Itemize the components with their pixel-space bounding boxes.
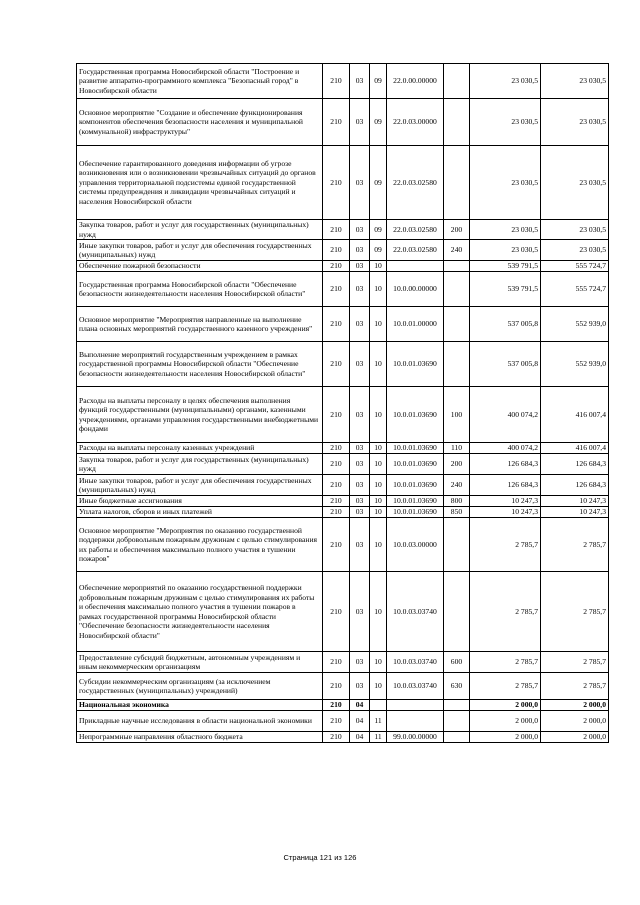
- row-subsection-code: 10: [370, 261, 387, 272]
- row-amount-year2: 2 785,7: [541, 673, 609, 700]
- row-ministry-code: 210: [323, 732, 350, 743]
- row-name: Расходы на выплаты персоналу казенных учреждений: [77, 443, 323, 454]
- row-subsection-code: 10: [370, 652, 387, 673]
- row-expense-type: [444, 146, 470, 220]
- row-ministry-code: 210: [323, 261, 350, 272]
- table-row: [77, 475, 609, 496]
- row-subsection-code: 09: [370, 240, 387, 261]
- table-row: [77, 240, 609, 261]
- table-row: [77, 673, 609, 700]
- row-amount-year1: 537 005,8: [470, 307, 541, 342]
- row-section-code: 03: [350, 518, 370, 572]
- row-amount-year2: 552 939,0: [541, 342, 609, 387]
- row-amount-year2: 2 000,0: [541, 711, 609, 732]
- row-target-article: [387, 261, 444, 272]
- row-ministry-code: 210: [323, 700, 350, 711]
- row-amount-year2: 552 939,0: [541, 307, 609, 342]
- table-row: [77, 261, 609, 272]
- row-expense-type: 110: [444, 443, 470, 454]
- row-section-code: 04: [350, 732, 370, 743]
- row-name: Предоставление субсидий бюджетным, автономным учреждениям и иным некоммерческим организациям: [77, 652, 323, 673]
- row-ministry-code: 210: [323, 307, 350, 342]
- row-amount-year1: 23 030,5: [470, 99, 541, 146]
- row-amount-year2: 416 007,4: [541, 387, 609, 443]
- row-subsection-code: 10: [370, 496, 387, 507]
- row-amount-year2: 555 724,7: [541, 261, 609, 272]
- row-ministry-code: 210: [323, 652, 350, 673]
- table-row: [77, 652, 609, 673]
- row-target-article: 10.0.01.03690: [387, 475, 444, 496]
- row-section-code: 03: [350, 240, 370, 261]
- row-target-article: 10.0.03.03740: [387, 572, 444, 652]
- row-expense-type: [444, 572, 470, 652]
- row-amount-year1: 10 247,3: [470, 507, 541, 518]
- row-target-article: [387, 711, 444, 732]
- row-name: Непрограммные направления областного бюджета: [77, 732, 323, 743]
- row-subsection-code: 10: [370, 443, 387, 454]
- row-amount-year1: 126 684,3: [470, 454, 541, 475]
- row-target-article: 22.0.03.02580: [387, 220, 444, 240]
- row-expense-type: [444, 307, 470, 342]
- budget-table: [76, 63, 609, 743]
- row-name: Расходы на выплаты персоналу в целях обеспечения выполнения функций государственными (муниципальными) органами, казенными учреждениями, органами управления государственными внебюджетными фондами: [77, 387, 323, 443]
- row-subsection-code: 10: [370, 387, 387, 443]
- row-name: Закупка товаров, работ и услуг для государственных (муниципальных) нужд: [77, 220, 323, 240]
- table-row: [77, 272, 609, 307]
- row-section-code: 04: [350, 711, 370, 732]
- row-expense-type: 850: [444, 507, 470, 518]
- row-ministry-code: 210: [323, 146, 350, 220]
- row-name: Иные закупки товаров, работ и услуг для обеспечения государственных (муниципальных) нужд: [77, 475, 323, 496]
- row-section-code: 03: [350, 673, 370, 700]
- row-amount-year1: 2 000,0: [470, 700, 541, 711]
- row-ministry-code: 210: [323, 496, 350, 507]
- row-section-code: 03: [350, 220, 370, 240]
- row-name: Субсидии некоммерческим организациям (за исключением государственных (муниципальных) учреждений): [77, 673, 323, 700]
- table-row: [77, 64, 609, 99]
- row-expense-type: [444, 711, 470, 732]
- row-amount-year1: 126 684,3: [470, 475, 541, 496]
- row-expense-type: [444, 99, 470, 146]
- table-row: [77, 711, 609, 732]
- row-amount-year2: 23 030,5: [541, 240, 609, 261]
- table-row: [77, 443, 609, 454]
- row-subsection-code: 10: [370, 475, 387, 496]
- row-expense-type: 630: [444, 673, 470, 700]
- row-amount-year2: 126 684,3: [541, 454, 609, 475]
- row-amount-year2: 2 000,0: [541, 732, 609, 743]
- row-section-code: 03: [350, 146, 370, 220]
- row-section-code: 03: [350, 652, 370, 673]
- row-target-article: 10.0.01.03690: [387, 387, 444, 443]
- row-name: Национальная экономика: [77, 700, 323, 711]
- row-amount-year2: 555 724,7: [541, 272, 609, 307]
- row-target-article: 10.0.01.03690: [387, 443, 444, 454]
- row-name: Обеспечение мероприятий по оказанию государственной поддержки добровольным пожарным дружинам с целью стимулирования их работы и обеспечения максимально полного участия в тушении пожаров в рамках государственной программы Новосибирской области "Обеспечение безопасности жизнедеятельности населения Новосибирской области": [77, 572, 323, 652]
- row-amount-year1: 10 247,3: [470, 496, 541, 507]
- row-amount-year2: 2 000,0: [541, 700, 609, 711]
- row-target-article: 10.0.01.03690: [387, 496, 444, 507]
- row-section-code: 03: [350, 99, 370, 146]
- row-target-article: 10.0.03.03740: [387, 652, 444, 673]
- row-amount-year1: 2 000,0: [470, 711, 541, 732]
- row-name: Уплата налогов, сборов и иных платежей: [77, 507, 323, 518]
- row-expense-type: 240: [444, 240, 470, 261]
- row-subsection-code: 10: [370, 673, 387, 700]
- row-ministry-code: 210: [323, 240, 350, 261]
- row-amount-year1: 23 030,5: [470, 64, 541, 99]
- row-target-article: 10.0.01.03690: [387, 342, 444, 387]
- table-row: [77, 146, 609, 220]
- table-row: [77, 99, 609, 146]
- row-expense-type: [444, 342, 470, 387]
- row-expense-type: [444, 732, 470, 743]
- row-amount-year2: 23 030,5: [541, 146, 609, 220]
- row-amount-year2: 2 785,7: [541, 518, 609, 572]
- table-row: [77, 496, 609, 507]
- row-expense-type: 200: [444, 220, 470, 240]
- row-name: Прикладные научные исследования в области национальной экономики: [77, 711, 323, 732]
- row-ministry-code: 210: [323, 711, 350, 732]
- table-row: [77, 387, 609, 443]
- row-target-article: 10.0.01.00000: [387, 307, 444, 342]
- row-subsection-code: 09: [370, 64, 387, 99]
- row-target-article: 10.0.00.00000: [387, 272, 444, 307]
- row-subsection-code: 10: [370, 518, 387, 572]
- row-amount-year1: 2 785,7: [470, 518, 541, 572]
- row-target-article: 10.0.03.00000: [387, 518, 444, 572]
- row-amount-year2: 10 247,3: [541, 507, 609, 518]
- row-name: Государственная программа Новосибирской области "Обеспечение безопасности жизнедеятельности населения Новосибирской области": [77, 272, 323, 307]
- row-target-article: [387, 700, 444, 711]
- row-section-code: 04: [350, 700, 370, 711]
- row-subsection-code: 09: [370, 99, 387, 146]
- row-amount-year1: 2 000,0: [470, 732, 541, 743]
- row-name: Иные бюджетные ассигнования: [77, 496, 323, 507]
- table-row: [77, 454, 609, 475]
- row-subsection-code: 11: [370, 732, 387, 743]
- row-ministry-code: 210: [323, 507, 350, 518]
- row-ministry-code: 210: [323, 387, 350, 443]
- row-name: Иные закупки товаров, работ и услуг для обеспечения государственных (муниципальных) нужд: [77, 240, 323, 261]
- row-name: Обеспечение пожарной безопасности: [77, 261, 323, 272]
- table-row: [77, 307, 609, 342]
- row-section-code: 03: [350, 443, 370, 454]
- row-expense-type: 240: [444, 475, 470, 496]
- row-amount-year1: 2 785,7: [470, 572, 541, 652]
- row-ministry-code: 210: [323, 64, 350, 99]
- row-amount-year1: 2 785,7: [470, 652, 541, 673]
- row-subsection-code: 09: [370, 146, 387, 220]
- row-subsection-code: 11: [370, 711, 387, 732]
- row-ministry-code: 210: [323, 518, 350, 572]
- row-amount-year2: 10 247,3: [541, 496, 609, 507]
- row-amount-year1: 2 785,7: [470, 673, 541, 700]
- row-expense-type: [444, 64, 470, 99]
- row-amount-year2: 2 785,7: [541, 652, 609, 673]
- row-amount-year1: 400 074,2: [470, 387, 541, 443]
- row-expense-type: 600: [444, 652, 470, 673]
- row-section-code: 03: [350, 454, 370, 475]
- row-section-code: 03: [350, 387, 370, 443]
- row-expense-type: 800: [444, 496, 470, 507]
- table-row: [77, 518, 609, 572]
- row-amount-year2: 23 030,5: [541, 99, 609, 146]
- row-section-code: 03: [350, 272, 370, 307]
- row-subsection-code: 10: [370, 454, 387, 475]
- row-section-code: 03: [350, 475, 370, 496]
- row-section-code: 03: [350, 261, 370, 272]
- row-section-code: 03: [350, 64, 370, 99]
- row-section-code: 03: [350, 496, 370, 507]
- row-expense-type: [444, 700, 470, 711]
- row-subsection-code: 10: [370, 572, 387, 652]
- row-ministry-code: 210: [323, 454, 350, 475]
- table-row: [77, 572, 609, 652]
- row-expense-type: 100: [444, 387, 470, 443]
- row-subsection-code: 10: [370, 507, 387, 518]
- row-section-code: 03: [350, 307, 370, 342]
- row-name: Основное мероприятие "Мероприятия направленные на выполнение плана основных мероприятий государственного казенного учреждения": [77, 307, 323, 342]
- row-target-article: 22.0.00.00000: [387, 64, 444, 99]
- row-name: Выполнение мероприятий государственным учреждением в рамках государственной программы Новосибирской области "Обеспечение безопасности жизнедеятельности населения Новосибирской области": [77, 342, 323, 387]
- row-name: Закупка товаров, работ и услуг для государственных (муниципальных) нужд: [77, 454, 323, 475]
- table-row: [77, 732, 609, 743]
- row-subsection-code: 10: [370, 272, 387, 307]
- row-amount-year1: 539 791,5: [470, 261, 541, 272]
- row-name: Обеспечение гарантированного доведения информации об угрозе возникновения или о возникновении чрезвычайных ситуаций до органов управления территориальной подсистемы единой государственной системы предупреждения и ликвидации чрезвычайных ситуаций и населения Новосибирской области: [77, 146, 323, 220]
- table-row: [77, 220, 609, 240]
- row-ministry-code: 210: [323, 220, 350, 240]
- row-amount-year2: 126 684,3: [541, 475, 609, 496]
- row-subsection-code: 09: [370, 220, 387, 240]
- row-subsection-code: 10: [370, 342, 387, 387]
- row-name: Основное мероприятие "Создание и обеспечение функционирования компонентов обеспечения безопасности населения и муниципальной (коммунальной) инфраструктуры": [77, 99, 323, 146]
- row-amount-year1: 400 074,2: [470, 443, 541, 454]
- row-expense-type: [444, 261, 470, 272]
- row-section-code: 03: [350, 572, 370, 652]
- row-name: Государственная программа Новосибирской области "Построение и развитие аппаратно-программного комплекса "Безопасный город" в Новосибирской области: [77, 64, 323, 99]
- row-ministry-code: 210: [323, 272, 350, 307]
- row-name: Основное мероприятие "Мероприятия по оказанию государственной поддержки добровольным пожарным дружинам с целью стимулирования их работы и обеспечения максимально полного участия в тушении пожаров": [77, 518, 323, 572]
- row-amount-year1: 23 030,5: [470, 240, 541, 261]
- row-target-article: 10.0.01.03690: [387, 454, 444, 475]
- row-ministry-code: 210: [323, 572, 350, 652]
- row-ministry-code: 210: [323, 342, 350, 387]
- row-target-article: 10.0.01.03690: [387, 507, 444, 518]
- row-amount-year2: 416 007,4: [541, 443, 609, 454]
- row-ministry-code: 210: [323, 673, 350, 700]
- row-expense-type: 200: [444, 454, 470, 475]
- row-expense-type: [444, 518, 470, 572]
- row-ministry-code: 210: [323, 443, 350, 454]
- row-amount-year1: 539 791,5: [470, 272, 541, 307]
- row-target-article: 10.0.03.03740: [387, 673, 444, 700]
- row-target-article: 22.0.03.00000: [387, 99, 444, 146]
- table-row: [77, 700, 609, 711]
- row-target-article: 22.0.03.02580: [387, 240, 444, 261]
- row-target-article: 99.0.00.00000: [387, 732, 444, 743]
- row-amount-year1: 23 030,5: [470, 220, 541, 240]
- row-section-code: 03: [350, 507, 370, 518]
- row-section-code: 03: [350, 342, 370, 387]
- row-amount-year2: 23 030,5: [541, 220, 609, 240]
- budget-table-body: [77, 64, 609, 743]
- row-ministry-code: 210: [323, 99, 350, 146]
- row-subsection-code: 10: [370, 307, 387, 342]
- table-row: [77, 342, 609, 387]
- row-expense-type: [444, 272, 470, 307]
- row-amount-year2: 2 785,7: [541, 572, 609, 652]
- row-amount-year2: 23 030,5: [541, 64, 609, 99]
- row-ministry-code: 210: [323, 475, 350, 496]
- page-footer: Страница 121 из 126: [283, 853, 357, 862]
- row-amount-year1: 537 005,8: [470, 342, 541, 387]
- row-subsection-code: [370, 700, 387, 711]
- table-row: [77, 507, 609, 518]
- row-amount-year1: 23 030,5: [470, 146, 541, 220]
- row-target-article: 22.0.03.02580: [387, 146, 444, 220]
